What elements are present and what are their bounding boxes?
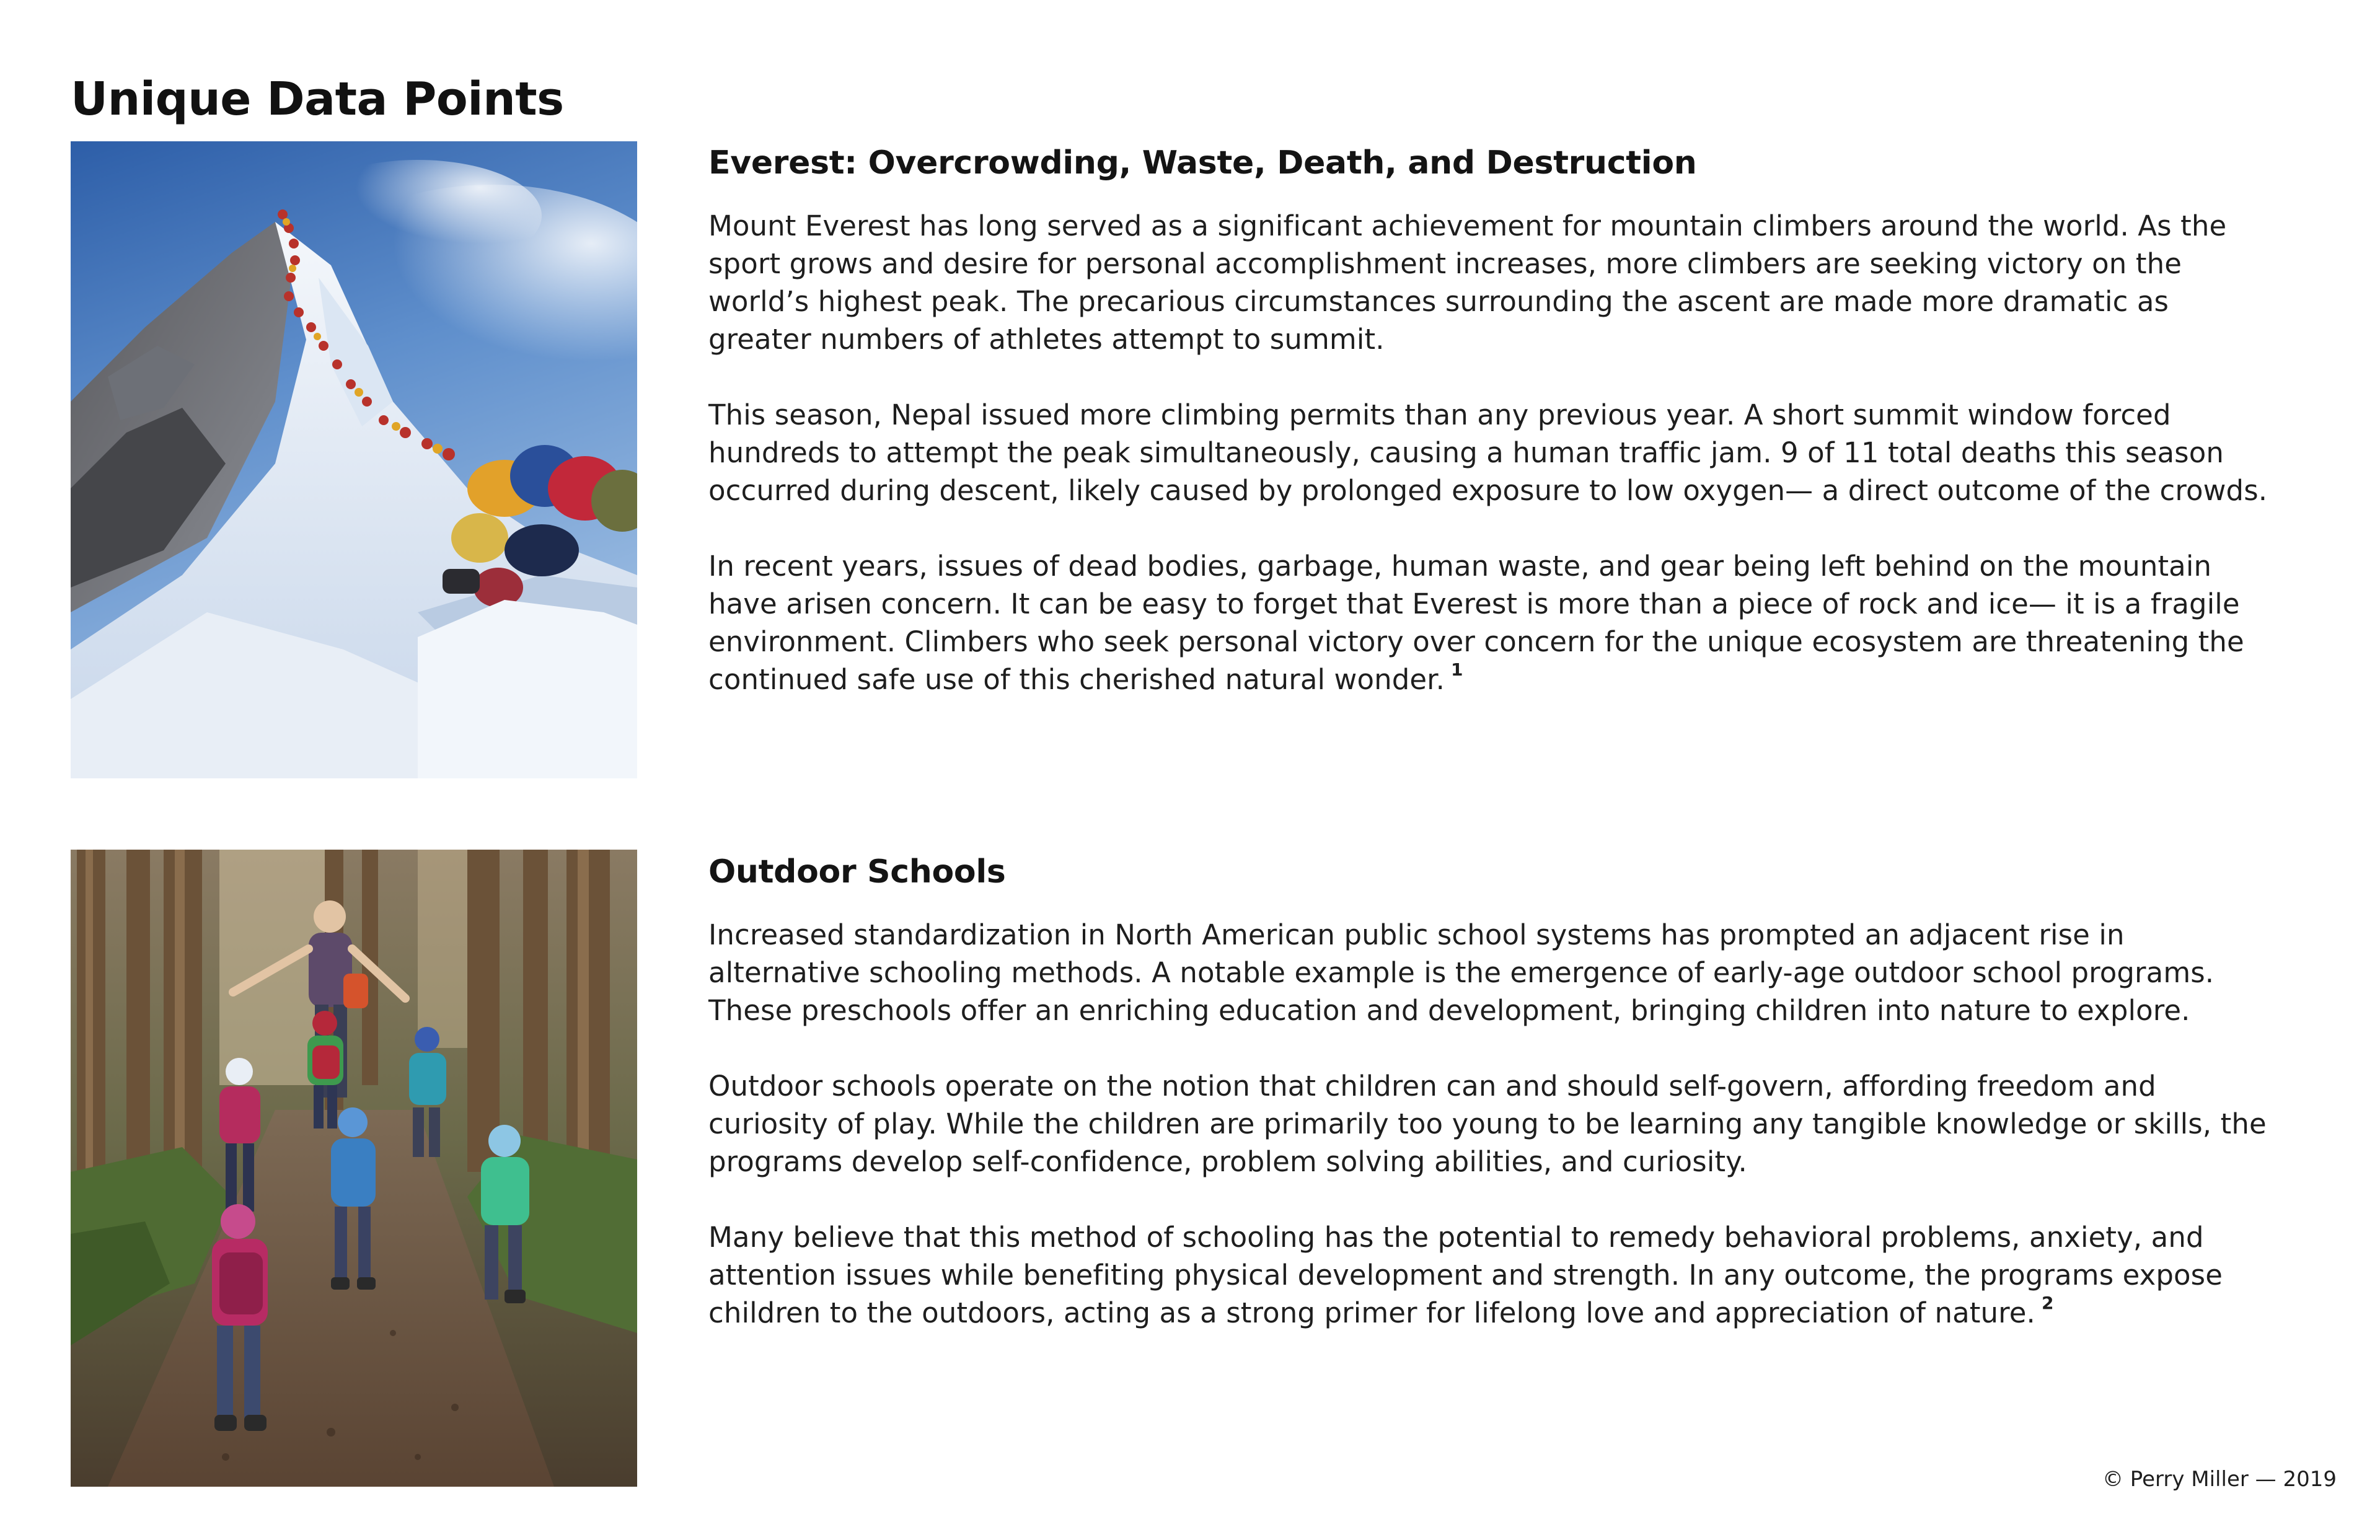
- footnote-marker: 1: [1451, 659, 1463, 680]
- paragraph-line: environment. Climbers who seek personal victory over concern for the unique ecosystem are threatening the: [708, 625, 2244, 658]
- paragraph-line: programs develop self-confidence, problem solving abilities, and curiosity.: [708, 1145, 1747, 1178]
- paragraph-line: Outdoor schools operate on the notion that children can and should self-govern, affording freedom and: [708, 1070, 2156, 1102]
- paragraph-line: world’s highest peak. The precarious circumstances surrounding the ascent are made more dramatic as: [708, 285, 2169, 318]
- everest-section: [708, 141, 2345, 698]
- paragraph-line: curiosity of play. While the children are primarily too young to be learning any tangible knowledge or skills, the: [708, 1107, 2267, 1140]
- footnote-marker: 2: [2041, 1293, 2054, 1313]
- paragraph-line: occurred during descent, likely caused by prolonged exposure to low oxygen— a direct outcome of the crowds.: [708, 474, 2268, 507]
- page-title: Unique Data Points: [71, 73, 564, 126]
- paragraph-line: sport grows and desire for personal accomplishment increases, more climbers are seeking victory on the: [708, 247, 2182, 280]
- everest-paragraph-3: [708, 547, 2345, 698]
- paragraph-line-with-footnote: [708, 1294, 2345, 1332]
- paragraph-line: children to the outdoors, acting as a strong primer for lifelong love and appreciation of nature.: [708, 1296, 2035, 1329]
- outdoor-schools-paragraph-3: [708, 1218, 2345, 1332]
- paragraph-line: greater numbers of athletes attempt to summit.: [708, 323, 1385, 356]
- paragraph-line: continued safe use of this cherished natural wonder.: [708, 663, 1445, 696]
- paragraph-line: These preschools offer an enriching education and development, bringing children into nature to explore.: [708, 994, 2190, 1027]
- paragraph-line: hundreds to attempt the peak simultaneously, causing a human traffic jam. 9 of 11 total deaths this season: [708, 436, 2224, 469]
- paragraph-line: In recent years, issues of dead bodies, garbage, human waste, and gear being left behind on the mountain: [708, 550, 2212, 583]
- paragraph-line: Increased standardization in North American public school systems has prompted an adjacent rise in: [708, 918, 2125, 951]
- paragraph-line: This season, Nepal issued more climbing permits than any previous year. A short summit window forced: [708, 398, 2171, 431]
- everest-climbers-photo: [71, 141, 637, 778]
- outdoor-schools-paragraph-1: [708, 916, 2345, 1029]
- everest-heading: Everest: Overcrowding, Waste, Death, and Destruction: [708, 144, 1697, 182]
- paragraph-line: Many believe that this method of schooling has the potential to remedy behavioral problems, anxiety, and: [708, 1221, 2204, 1254]
- paragraph-line: Mount Everest has long served as a significant achievement for mountain climbers around the world. As the: [708, 209, 2227, 242]
- paragraph-line: have arisen concern. It can be easy to forget that Everest is more than a piece of rock and ice— it is a fragile: [708, 587, 2240, 620]
- paragraph-line: attention issues while benefiting physical development and strength. In any outcome, the programs expose: [708, 1259, 2223, 1291]
- paragraph-line: alternative schooling methods. A notable example is the emergence of early-age outdoor school programs.: [708, 956, 2215, 989]
- copyright-notice: © Perry Miller — 2019: [2102, 1467, 2337, 1492]
- paragraph-line-with-footnote: [708, 661, 2345, 698]
- outdoor-schools-heading: Outdoor Schools: [708, 853, 1006, 891]
- everest-paragraph-2: [708, 396, 2345, 509]
- outdoor-school-children-photo: [71, 850, 637, 1487]
- outdoor-schools-paragraph-2: [708, 1067, 2345, 1181]
- outdoor-schools-section: [708, 850, 2345, 1332]
- everest-paragraph-1: [708, 207, 2345, 358]
